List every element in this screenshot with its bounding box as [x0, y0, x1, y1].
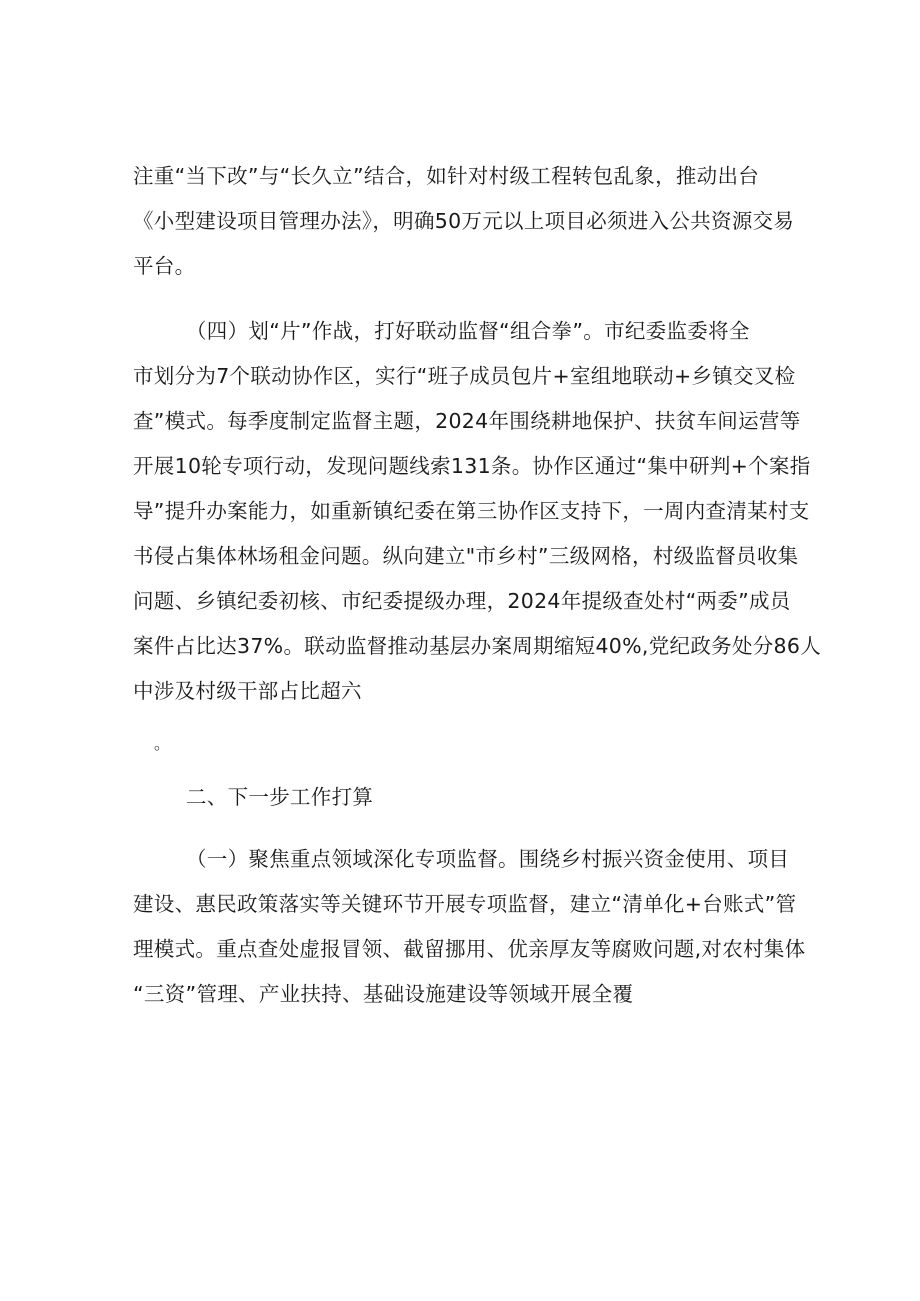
text-line: 查”模式。每季度制定监督主题，2024年围绕耕地保护、扶贫车间运营等 [133, 409, 801, 433]
text-line: 建设、惠民政策落实等关键环节开展专项监督，建立“清单化+台账式”管 [133, 892, 797, 916]
text-line: 市划分为7个联动协作区，实行“班子成员包片+室组地联动+乡镇交叉检 [133, 364, 796, 388]
text-line: 注重“当下改”与“长久立”结合，如针对村级工程转包乱象，推动出台 [133, 164, 760, 188]
text-line: 案件占比达37%。联动监督推动基层办案周期缩短40%,党纪政务处分86人 [133, 634, 822, 658]
stray-period-mark: 。 [154, 734, 171, 753]
text-line: “三资”管理、产业扶持、基础设施建设等领域开展全覆 [133, 982, 634, 1006]
text-line: 开展10轮专项行动，发现问题线索131条。协作区通过“集中研判+个案指 [133, 454, 811, 478]
text-line: 中涉及村级干部占比超六 [133, 679, 362, 703]
section-heading: 二、下一步工作打算 [186, 785, 374, 809]
text-line: （四）划“片”作战，打好联动监督“组合拳”。市纪委监委将全 [186, 319, 750, 343]
text-line: （一）聚焦重点领域深化专项监督。围绕乡村振兴资金使用、项目 [186, 847, 790, 871]
text-line: 《小型建设项目管理办法》，明确50万元以上项目必须进入公共资源交易 [133, 209, 795, 233]
text-line: 导”提升办案能力，如重新镇纪委在第三协作区支持下，一周内查清某村支 [133, 499, 810, 523]
text-line: 理模式。重点查处虚报冒领、截留挪用、优亲厚友等腐败问题,对农村集体 [133, 937, 806, 961]
text-line: 书侵占集体林场租金问题。纵向建立"市乡村”三级网格，村级监督员收集 [133, 544, 799, 568]
text-line: 平台。 [133, 254, 196, 278]
text-line: 问题、乡镇纪委初核、市纪委提级办理，2024年提级查处村“两委”成员 [133, 589, 791, 613]
